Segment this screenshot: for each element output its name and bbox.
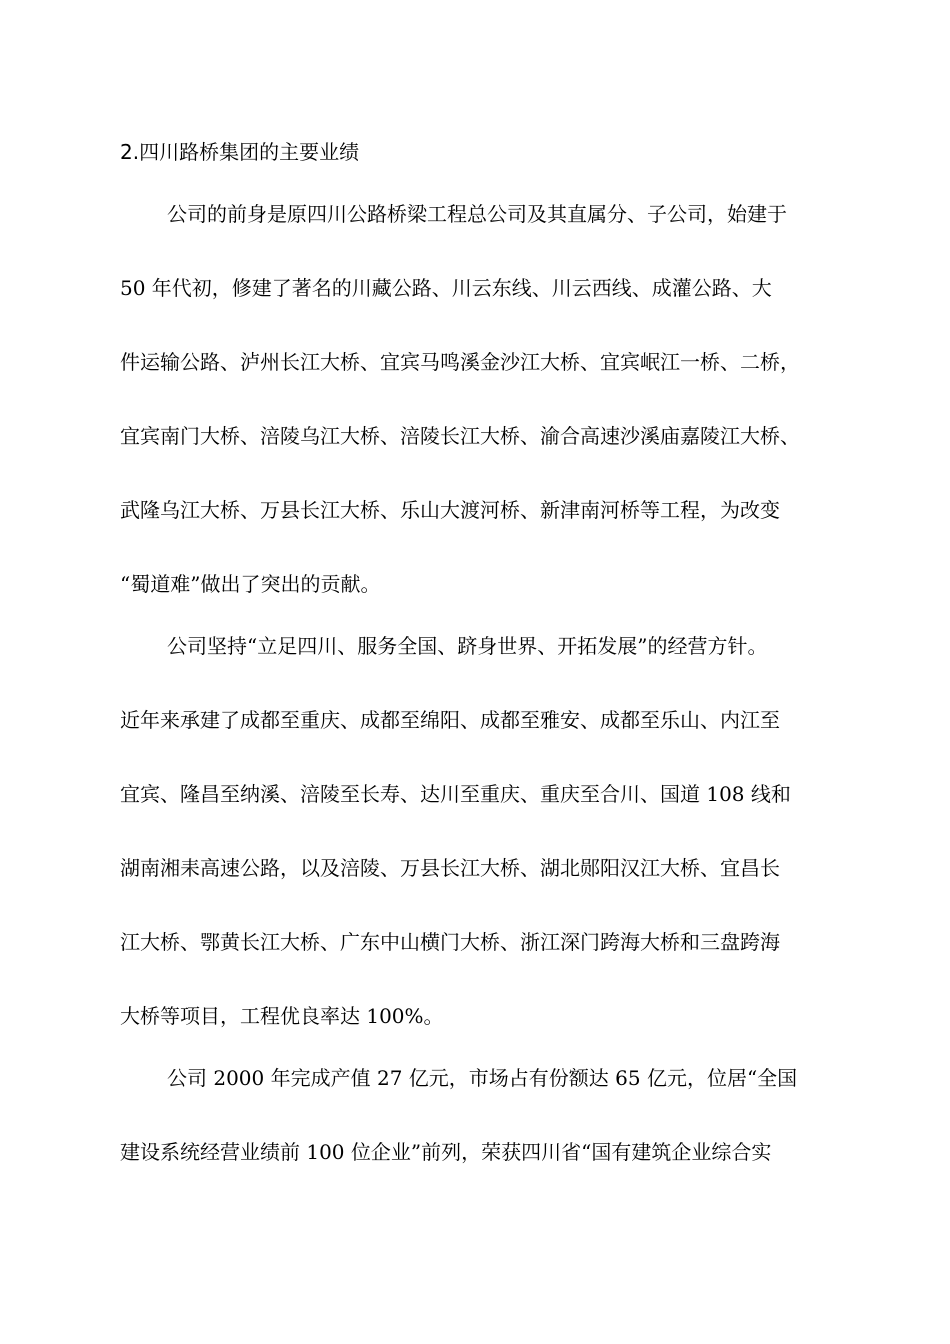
paragraph-3-line-1: 公司 2000 年完成产值 27 亿元，市场占有份额达 65 亿元，位居“全国 (167, 1066, 798, 1090)
paragraph-2-line-3: 宜宾、隆昌至纳溪、涪陵至长寿、达川至重庆、重庆至合川、国道 108 线和 (120, 782, 791, 806)
paragraph-1-line-6: “蜀道难”做出了突出的贡献。 (120, 572, 381, 596)
section-heading: 2.四川路桥集团的主要业绩 (120, 140, 360, 164)
paragraph-3-line-2: 建设系统经营业绩前 100 位企业”前列，荣获四川省“国有建筑企业综合实 (120, 1140, 772, 1164)
paragraph-1-line-1: 公司的前身是原四川公路桥梁工程总公司及其直属分、子公司，始建于 (167, 202, 787, 226)
paragraph-2-line-5: 江大桥、鄂黄长江大桥、广东中山横门大桥、浙江深门跨海大桥和三盘跨海 (120, 930, 780, 954)
paragraph-1-line-5: 武隆乌江大桥、万县长江大桥、乐山大渡河桥、新津南河桥等工程，为改变 (120, 498, 780, 522)
paragraph-1-line-3: 件运输公路、泸州长江大桥、宜宾马鸣溪金沙江大桥、宜宾岷江一桥、二桥， (120, 350, 800, 374)
paragraph-2-line-2: 近年来承建了成都至重庆、成都至绵阳、成都至雅安、成都至乐山、内江至 (120, 708, 780, 732)
paragraph-2-line-1: 公司坚持“立足四川、服务全国、跻身世界、开拓发展”的经营方针。 (167, 634, 768, 658)
paragraph-1-line-2: 50 年代初，修建了著名的川藏公路、川云东线、川云西线、成灌公路、大 (120, 276, 772, 300)
paragraph-1-line-4: 宜宾南门大桥、涪陵乌江大桥、涪陵长江大桥、渝合高速沙溪庙嘉陵江大桥、 (120, 424, 800, 448)
paragraph-2-line-4: 湖南湘耒高速公路，以及涪陵、万县长江大桥、湖北郧阳汉江大桥、宜昌长 (120, 856, 780, 880)
paragraph-2-line-6: 大桥等项目，工程优良率达 100%。 (120, 1004, 444, 1028)
